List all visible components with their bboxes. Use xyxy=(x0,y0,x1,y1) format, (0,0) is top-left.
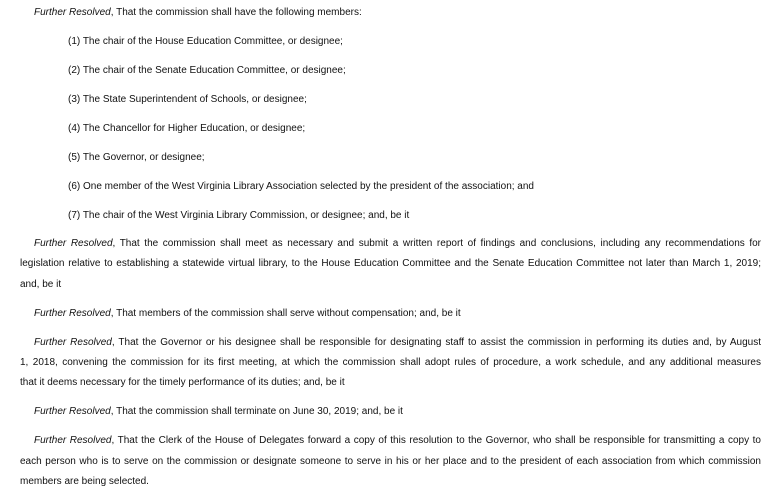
resolution-staff-line-1: Further Resolved, That the Governor or his designee shall be responsible for designating staff to assist the commission in performing its duties and, by August xyxy=(34,337,761,348)
further-resolved-label: Further Resolved xyxy=(34,238,113,249)
further-resolved-label: Further Resolved xyxy=(34,406,111,417)
resolution-report-line-1: Further Resolved, That the commission shall meet as necessary and submit a written report of findings and conclusions, including any recommendations for xyxy=(34,238,762,249)
member-item-3: (3) The State Superintendent of Schools, or designee; xyxy=(68,94,307,105)
resolution-report-line-2: legislation relative to establishing a statewide virtual library, to the House Education Committee and the Senate Education Committee not later than March 1, 2019; xyxy=(20,258,761,269)
member-item-4: (4) The Chancellor for Higher Education, or designee; xyxy=(68,123,306,134)
resolution-staff-line-3: that it deems necessary for the timely performance of its duties; and, be it xyxy=(20,377,345,388)
member-item-5: (5) The Governor, or designee; xyxy=(68,152,205,163)
resolution-report-line-3: and, be it xyxy=(20,279,62,290)
further-resolved-label: Further Resolved xyxy=(34,7,111,18)
intro-paragraph xyxy=(34,7,362,19)
further-resolved-label: Further Resolved xyxy=(34,308,111,319)
member-item-1: (1) The chair of the House Education Committee, or designee; xyxy=(68,36,343,47)
further-resolved-label: Further Resolved xyxy=(34,435,112,446)
resolution-clerk-line-3: members are being selected. xyxy=(20,476,149,487)
member-item-7: (7) The chair of the West Virginia Library Commission, or designee; and, be it xyxy=(68,210,410,221)
resolution-clerk-line-1: Further Resolved, That the Clerk of the House of Delegates forward a copy of this resolution to the Governor, who shall be responsible for transmitting a copy to xyxy=(34,435,761,446)
resolution-terminate: Further Resolved, That the commission shall terminate on June 30, 2019; and, be it xyxy=(34,406,403,417)
intro-text: , That the commission shall have the following members: xyxy=(110,7,362,18)
member-item-6: (6) One member of the West Virginia Library Association selected by the president of the association; and xyxy=(68,181,534,192)
resolution-staff-line-2: 1, 2018, convening the commission for its first meeting, at which the commission shall adopt rules of procedure, a work schedule, and any additional measures xyxy=(20,357,761,368)
member-item-2: (2) The chair of the Senate Education Committee, or designee; xyxy=(68,65,346,76)
resolution-compensation: Further Resolved, That members of the commission shall serve without compensation; and, be it xyxy=(34,308,461,319)
further-resolved-label: Further Resolved xyxy=(34,337,112,348)
resolution-clerk-line-2: each person who is to serve on the commission or designate someone to serve in his or her place and to the president of each association from which commission xyxy=(20,456,761,467)
